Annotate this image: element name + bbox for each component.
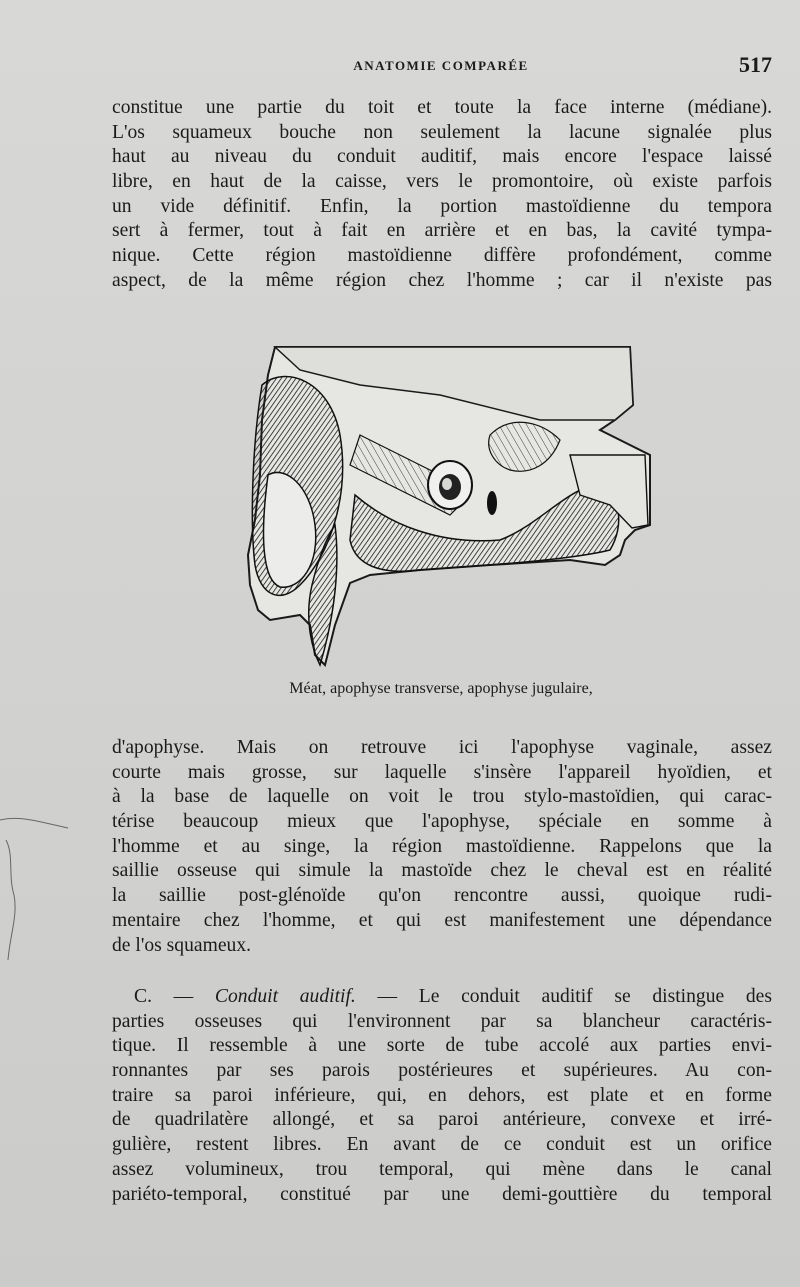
text-line: L'os squameux bouche non seulement la lacune signalée plus — [112, 121, 772, 143]
text-line: ronnantes par ses parois postérieures et supérieures. Au con- — [112, 1060, 772, 1082]
text-line: parties osseuses qui l'environnent par sa blancheur caractéris- — [112, 1010, 772, 1032]
section-letter: C. — — [134, 986, 215, 1007]
text-line: traire sa paroi inférieure, qui, en dehors, est plate et en forme — [112, 1084, 772, 1106]
paragraph-1 — [112, 96, 772, 294]
text-line: un vide définitif. Enfin, la portion mastoïdienne du tempora — [112, 195, 772, 217]
temporal-bone-illustration — [240, 325, 660, 670]
text-line: à la base de laquelle on voit le trou stylo-mastoïdien, qui carac- — [112, 786, 772, 808]
text-line: de quadrilatère allongé, et sa paroi antérieure, convexe et irré- — [112, 1109, 772, 1131]
section-heading-line — [112, 985, 772, 1010]
paragraph-3 — [112, 985, 772, 1207]
text-line: pariéto-temporal, constitué par une demi-gouttière du temporal — [112, 1183, 772, 1205]
section-title: Conduit auditif. — [214, 986, 356, 1007]
text-line: térise beaucoup mieux que l'apophyse, spéciale en somme à — [112, 811, 772, 833]
text-line: la saillie post-glénoïde qu'on rencontre aussi, quoique rudi- — [112, 885, 772, 907]
page-number: 517 — [739, 52, 772, 77]
text-line: de l'os squameux. — [112, 934, 252, 956]
text-line: courte mais grosse, sur laquelle s'insère l'appareil hyoïdien, et — [112, 761, 772, 783]
text-line: d'apophyse. Mais on retrouve ici l'apophyse vaginale, assez — [112, 737, 772, 758]
text-line: constitue une partie du toit et toute la face interne (médiane). — [112, 97, 772, 118]
text-line: tique. Il ressemble à une sorte de tube accolé aux parties envi- — [112, 1035, 772, 1057]
text-line: mentaire chez l'homme, et qui est manifestement une dépendance — [112, 909, 772, 931]
text-line: l'homme et au singe, la région mastoïdienne. Rappelons que la — [112, 835, 772, 857]
text-line: assez volumineux, trou temporal, qui mène dans le canal — [112, 1158, 772, 1180]
text-line: saillie osseuse qui simule la mastoïde chez le cheval est en réalité — [112, 860, 772, 882]
text-line: nique. Cette région mastoïdienne diffère profondément, comme — [112, 245, 772, 267]
pencil-margin-mark — [0, 800, 70, 970]
text-line: gulière, restent libres. En avant de ce conduit est un orifice — [112, 1134, 772, 1156]
figure-caption: Méat, apophyse transverse, apophyse jugulaire, — [289, 680, 593, 697]
text-line: libre, en haut de la caisse, vers le promontoire, où existe parfois — [112, 171, 772, 193]
paragraph-2 — [112, 736, 772, 958]
text-line: haut au niveau du conduit auditif, mais encore l'espace laissé — [112, 146, 772, 168]
text-line: sert à fermer, tout à fait en arrière et en bas, la cavité tympa- — [112, 220, 772, 242]
running-title: ANATOMIE COMPARÉE — [353, 58, 529, 73]
running-header — [110, 52, 772, 82]
text-line: aspect, de la même région chez l'homme ; car il n'existe pas — [112, 269, 772, 291]
section-heading-rest: — Le conduit auditif se distingue des — [355, 986, 773, 1007]
